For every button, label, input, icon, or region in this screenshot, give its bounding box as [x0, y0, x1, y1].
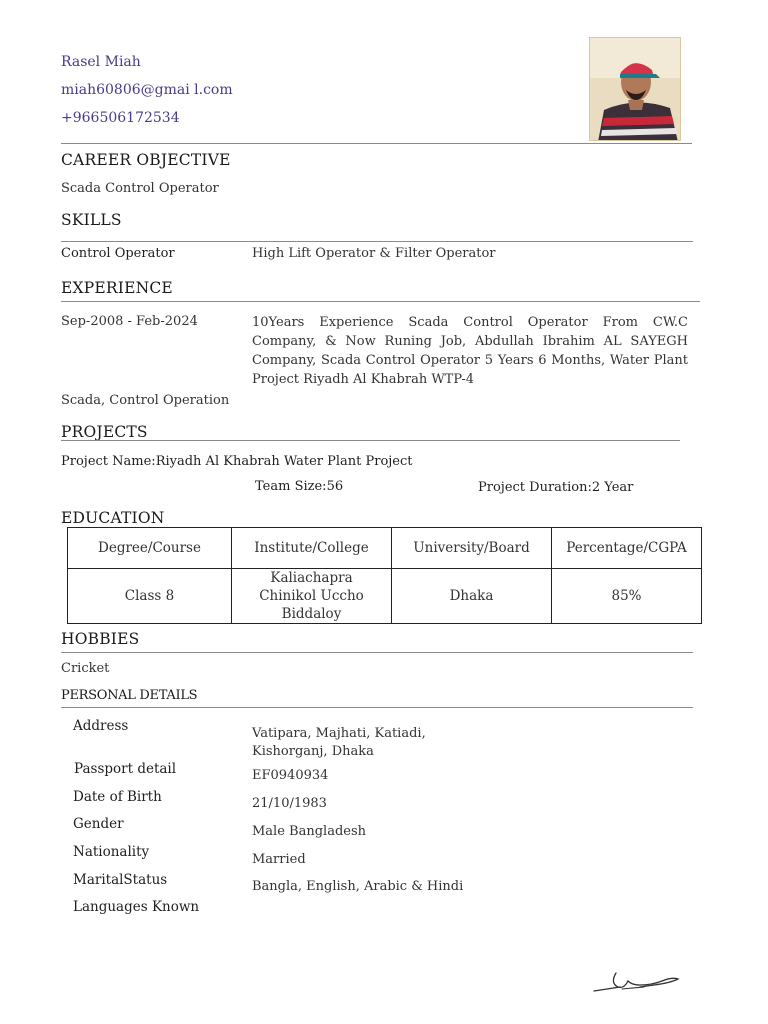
- skill-label: Control Operator: [61, 246, 175, 261]
- project-name-value: Riyadh Al Khabrah Water Plant Project: [155, 454, 413, 469]
- education-header-row: [68, 528, 702, 569]
- education-heading: EDUCATION: [61, 509, 165, 527]
- languages-label: Languages Known: [73, 899, 200, 915]
- table-row: [68, 569, 702, 624]
- experience-divider: [61, 301, 700, 302]
- nationality-value: Married: [252, 852, 306, 867]
- project-duration-value: 2 Year: [591, 480, 634, 495]
- personal-heading: PERSONAL DETAILS: [61, 688, 198, 703]
- education-table: [67, 527, 702, 624]
- career-text: Scada Control Operator: [61, 181, 219, 196]
- signature: [592, 965, 688, 1001]
- email-text: miah60806@gmai l.com: [61, 82, 233, 98]
- passport-value: EF0940934: [252, 768, 329, 783]
- dob-label: Date of Birth: [73, 789, 162, 805]
- header-divider: [61, 143, 692, 144]
- table-cell: Class 8: [68, 569, 232, 624]
- skill-value: High Lift Operator & Filter Operator: [252, 246, 496, 261]
- project-name: [61, 454, 413, 469]
- address-label: Address: [73, 718, 129, 734]
- team-size-label: Team Size:: [255, 479, 327, 494]
- team-size-value: 56: [326, 479, 344, 494]
- gender-label: Gender: [73, 816, 124, 832]
- table-cell: Dhaka: [392, 569, 552, 624]
- phone-text: +966506172534: [61, 110, 180, 126]
- passport-label: Passport detail: [74, 761, 177, 777]
- profile-photo: [589, 37, 681, 141]
- skills-heading: SKILLS: [61, 211, 122, 229]
- projects-heading: PROJECTS: [61, 423, 148, 441]
- table-cell: 85%: [552, 569, 702, 624]
- hobbies-text: Cricket: [61, 661, 110, 676]
- column-header: Degree/Course: [68, 528, 232, 569]
- marital-status-value: Bangla, English, Arabic & Hindi: [252, 879, 464, 894]
- gender-value: Male Bangladesh: [252, 824, 367, 839]
- hobbies-heading: HOBBIES: [61, 630, 140, 648]
- table-cell: Kaliachapra Chinikol Uccho Biddaloy: [232, 569, 392, 624]
- project-name-label: Project Name:: [61, 454, 156, 469]
- column-header: University/Board: [392, 528, 552, 569]
- project-duration: [478, 480, 633, 495]
- personal-divider: [61, 707, 693, 708]
- signature-icon: [592, 965, 688, 997]
- project-duration-label: Project Duration:: [478, 480, 592, 495]
- experience-description: 10Years Experience Scada Control Operator From CW.C Company, & Now Runing Job, Abdullah Ibrahim AL SAYEGH Company, Scada Control Operator 5 Years 6 Months, Water Plant Project Riyadh Al Khabrah WTP-4: [252, 315, 688, 387]
- dob-value: 21/10/1983: [252, 796, 327, 811]
- career-heading: CAREER OBJECTIVE: [61, 151, 231, 169]
- nationality-label: Nationality: [73, 844, 150, 860]
- column-header: Institute/College: [232, 528, 392, 569]
- address-value: Vatipara, Majhati, Katiadi, Kishorganj, Dhaka: [252, 726, 426, 759]
- column-header: Percentage/CGPA: [552, 528, 702, 569]
- person-photo-icon: [590, 38, 681, 141]
- candidate-name: Rasel Miah: [61, 54, 141, 70]
- hobbies-divider: [61, 652, 693, 653]
- projects-divider: [61, 440, 680, 441]
- marital-status-label: MaritalStatus: [73, 872, 168, 888]
- team-size: [255, 479, 343, 494]
- experience-heading: EXPERIENCE: [61, 279, 173, 297]
- experience-role: Scada, Control Operation: [61, 393, 230, 408]
- skills-divider: [61, 241, 693, 242]
- experience-period: Sep-2008 - Feb-2024: [61, 314, 198, 329]
